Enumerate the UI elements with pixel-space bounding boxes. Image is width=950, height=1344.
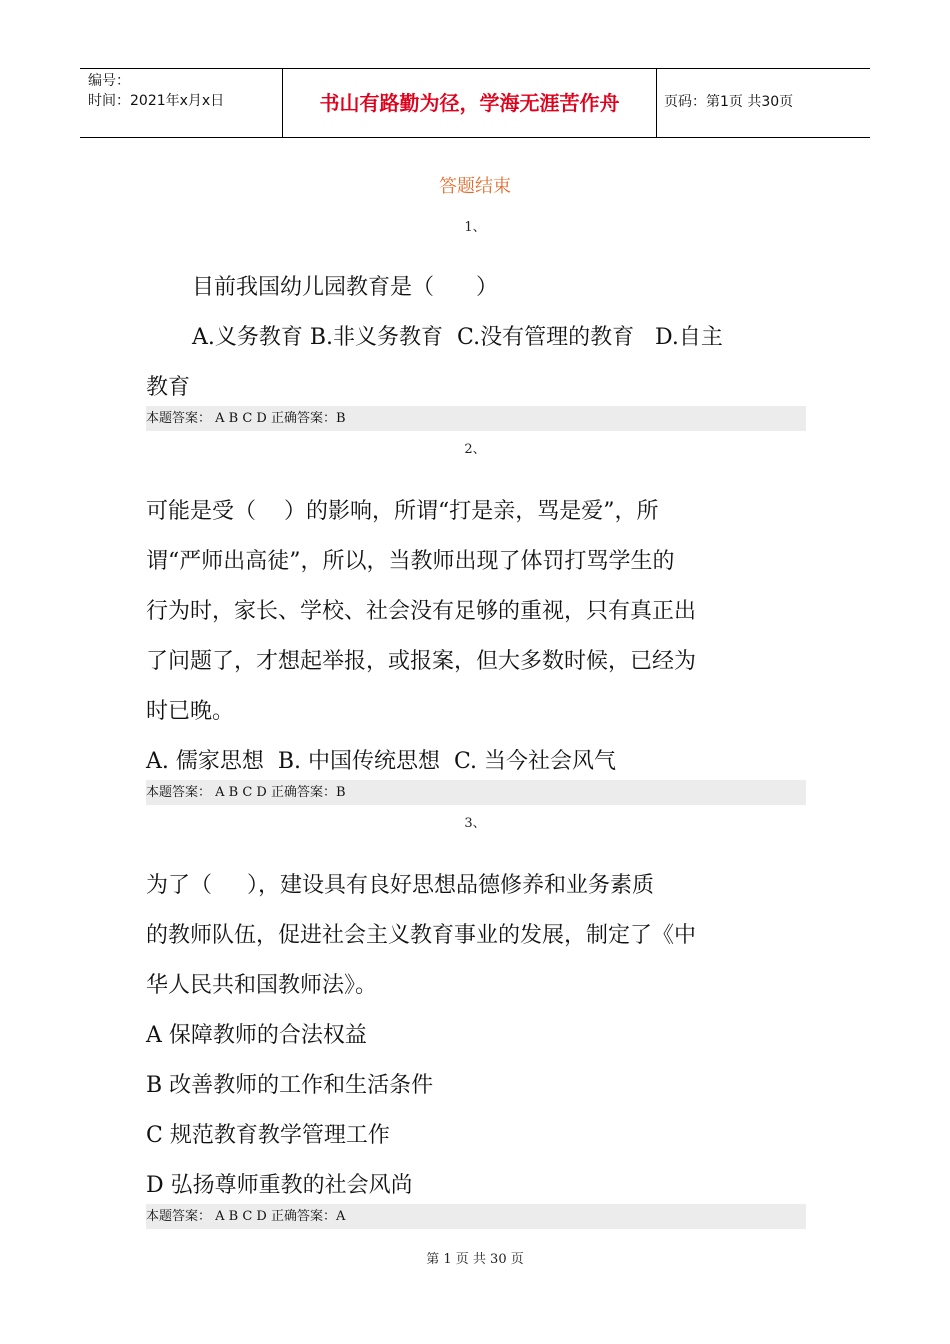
- answer-text: 本题答案： A B C D 正确答案：B: [146, 785, 346, 800]
- header-motto: 书山有路勤为径，学海无涯苦作舟: [319, 91, 620, 115]
- answer-bar: [146, 1204, 806, 1229]
- question-text: 的教师队伍，促进社会主义教育事业的发展，制定了《中: [146, 923, 697, 948]
- header-left: [88, 71, 224, 111]
- option-d: D 弘扬尊师重教的社会风尚: [146, 1173, 413, 1198]
- question-text: 行为时，家长、学校、社会没有足够的重视，只有真正出: [146, 599, 697, 624]
- question-text: 可能是受（ ）的影响，所谓“打是亲，骂是爱”，所: [146, 499, 659, 524]
- question-options: A.义务教育 B.非义务教育 C.没有管理的教育 D.自主: [192, 325, 723, 350]
- question-text: 时已晚。: [146, 699, 235, 724]
- page-title: 答题结束: [439, 176, 511, 197]
- page-footer: 第 1 页 共 30 页: [426, 1252, 524, 1267]
- answer-text: 本题答案： A B C D 正确答案：B: [146, 411, 346, 426]
- question-text: 了问题了，才想起举报，或报案，但大多数时候，已经为: [146, 649, 697, 674]
- option-b: B 改善教师的工作和生活条件: [146, 1073, 434, 1098]
- time-label: 时间：2021年x月x日: [88, 93, 225, 109]
- header-divider: [656, 69, 657, 137]
- question-options: A. 儒家思想 B. 中国传统思想 C. 当今社会风气: [146, 749, 617, 774]
- question-text: 华人民共和国教师法》。: [146, 973, 378, 998]
- question-text: 目前我国幼儿园教育是（ ）: [192, 275, 498, 300]
- answer-bar: [146, 780, 806, 805]
- question-text: 为了（ ），建设具有良好思想品德修养和业务素质: [146, 873, 654, 898]
- code-label: 编号：: [88, 73, 130, 89]
- question-text: 谓“严师出高徒”，所以，当教师出现了体罚打骂学生的: [146, 549, 675, 574]
- option-c: C 规范教育教学管理工作: [146, 1123, 390, 1148]
- answer-text: 本题答案： A B C D 正确答案：A: [146, 1209, 346, 1224]
- header-page-info: 页码：第1页 共30页: [664, 94, 794, 110]
- option-a: A 保障教师的合法权益: [146, 1023, 367, 1048]
- question-number: 3、: [464, 816, 486, 831]
- answer-bar: [146, 406, 806, 431]
- document-header: [80, 68, 870, 138]
- question-text: 教育: [146, 375, 191, 400]
- question-number: 2、: [464, 442, 486, 457]
- question-number: 1、: [464, 220, 486, 235]
